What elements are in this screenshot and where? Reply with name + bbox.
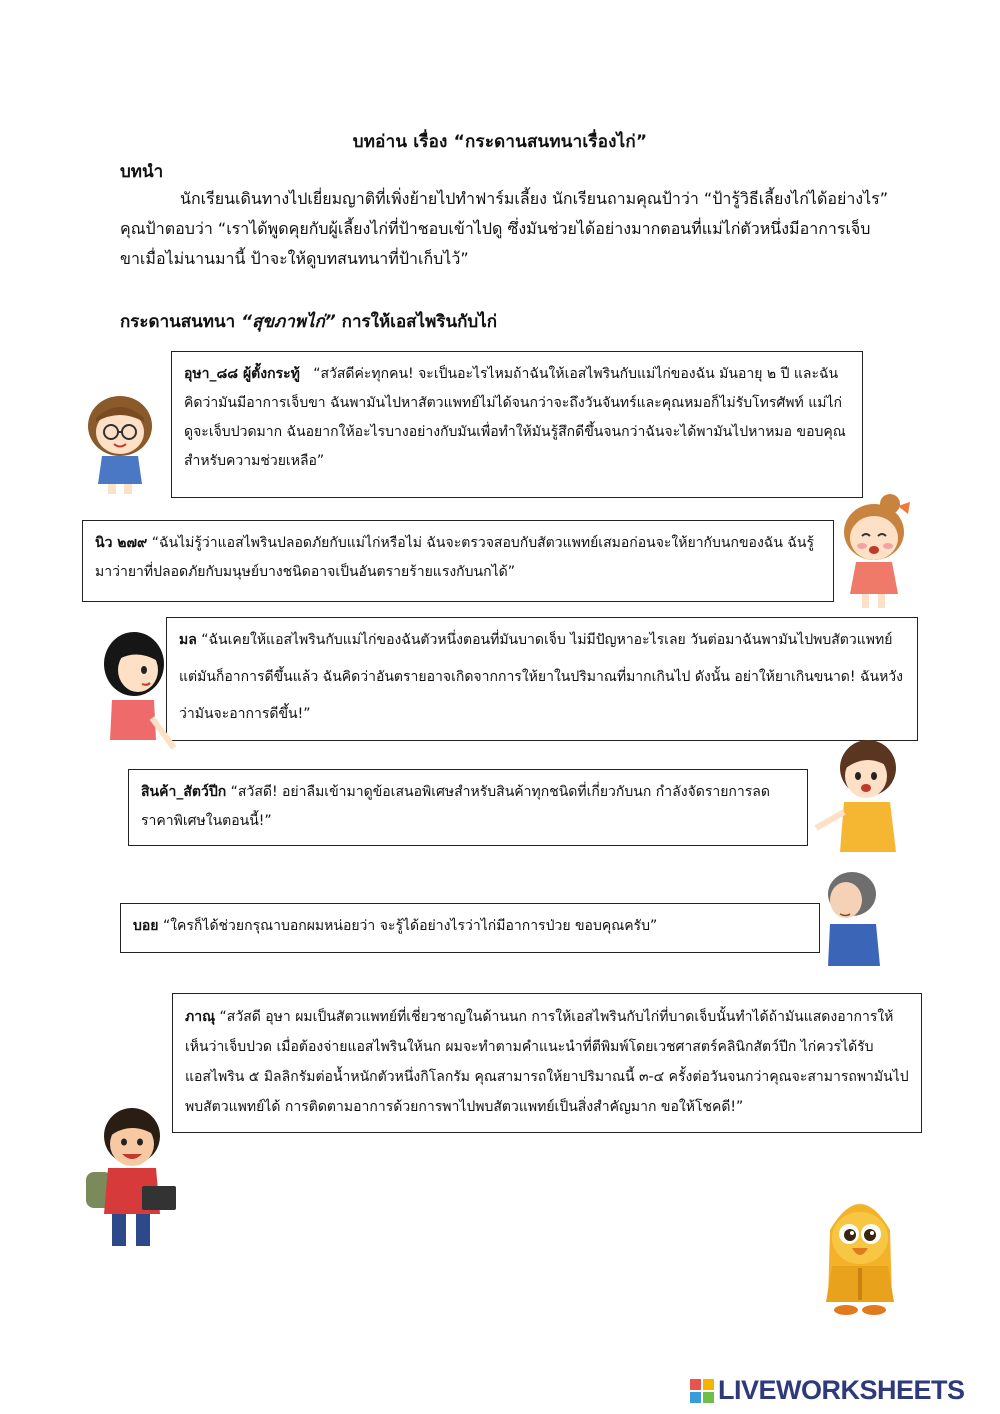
liveworksheets-logo-icon	[690, 1379, 714, 1403]
liveworksheets-logo[interactable]	[690, 1375, 965, 1406]
post-author: ภาณุ	[185, 1009, 216, 1025]
man-gray-hair-avatar	[824, 870, 882, 966]
woman-yellow-avatar	[810, 738, 904, 854]
forum-post-panu	[172, 993, 922, 1133]
post-text: “สวัสดีค่ะทุกคน! จะเป็นอะไรไหมถ้าฉันให้เอสไพรินกับแม่ไก่ของฉัน มันอายุ ๒ ปี และฉันคิดว่ามันมีอาการเจ็บขา ฉันพามันไปหาสัตวแพทย์ไม่ได้จนกว่าจะถึงวันจันทร์และคุณหมอก็ไม่รับโทรศัพท์ แม่ไก่ดูจะเจ็บปวดมาก ฉันอยากให้อะไรบางอย่างกับมันเพื่อทำให้มันรู้สึกดีขึ้นจนกว่าฉันจะได้พามันไปหาหมอ ขอบคุณสำหรับความช่วยเหลือ”	[184, 366, 846, 469]
boy-backpack-avatar	[82, 1102, 182, 1250]
forum-heading-prefix: กระดานสนทนา	[120, 312, 242, 332]
forum-heading-topic: “สุขภาพไก่”	[241, 312, 336, 332]
intro-paragraph: นักเรียนเดินทางไปเยี่ยมญาติที่เพิ่งย้ายไปทำฟาร์มเลี้ยง นักเรียนถามคุณป้าว่า “ป้ารู้วิธีเลี้ยงไก่ได้อย่างไร” คุณป้าตอบว่า “เราได้พูดคุยกับผู้เลี้ยงไก่ที่ป้าชอบเข้าไปดู ซึ่งมันช่วยได้อย่างมากตอนที่แม่ไก่ตัวหนึ่งมีอาการเจ็บขาเมื่อไม่นานมานี้ ป้าจะให้ดูบทสนทนาที่ป้าเก็บไว้”	[120, 189, 889, 268]
forum-heading	[120, 308, 497, 335]
post-author: สินค้า_สัตว์ปีก	[141, 784, 227, 800]
post-text: “สวัสดี อุษา ผมเป็นสัตวแพทย์ที่เชี่ยวชาญในด้านนก การให้เอสไพรินกับไก่ที่บาดเจ็บนั้นทำได้ถ้ามันแสดงอาการให้เห็นว่าเจ็บปวด เมื่อต้องจ่ายแอสไพรินให้นก ผมจะทำตามคำแนะนำที่ตีพิมพ์โดยเวชศาสตร์คลินิกสัตว์ปีก ไก่ควรได้รับแอสไพริน ๕ มิลลิกรัมต่อน้ำหนักตัวหนึ่งกิโลกรัม คุณสามารถให้ยาปริมาณนี้ ๓-๔ ครั้งต่อวันจนกว่าคุณจะสามารถพามันไปพบสัตวแพทย์ได้ การติดตามอาการด้วยการพาไปพบสัตวแพทย์เป็นสิ่งสำคัญมาก ขอให้โชคดี!”	[185, 1009, 909, 1115]
forum-post-poultry-shop	[128, 769, 808, 846]
girl-black-hair-avatar	[98, 630, 178, 756]
post-text: “สวัสดี! อย่าลืมเข้ามาดูข้อเสนอพิเศษสำหรับสินค้าทุกชนิดที่เกี่ยวกับนก กำลังจัดรายการลดราคาพิเศษในตอนนี้!”	[141, 784, 770, 829]
post-author: มล	[179, 632, 197, 648]
post-author: บอย	[133, 918, 159, 934]
forum-post-boy	[120, 903, 820, 953]
forum-post-new	[82, 520, 834, 602]
girl-bun-avatar	[838, 494, 914, 610]
post-author: นิว ๒๗๙	[95, 535, 148, 551]
logo-text: LIVEWORKSHEETS	[718, 1375, 965, 1405]
post-text: “ฉันเคยให้แอสไพรินกับแม่ไก่ของฉันตัวหนึ่งตอนที่มันบาดเจ็บ ไม่มีปัญหาอะไรเลย วันต่อมาฉันพามันไปพบสัตวแพทย์แต่มันก็อาการดีขึ้นแล้ว ฉันคิดว่าอันตรายอาจเกิดจากการให้ยาในปริมาณที่มากเกินไป ดังนั้น อย่าให้ยาเกินขนาด! ฉันหวังว่ามันจะอาการดีขึ้น!”	[179, 632, 903, 722]
forum-post-mon	[166, 617, 918, 741]
page-title: บทอ่าน เรื่อง “กระดานสนทนาเรื่องไก่”	[352, 132, 648, 152]
post-text: “ใครก็ได้ช่วยกรุณาบอกผมหน่อยว่า จะรู้ได้อย่างไรว่าไก่มีอาการป่วย ขอบคุณครับ”	[162, 918, 658, 934]
forum-post-usa	[171, 351, 863, 498]
post-text: “ฉันไม่รู้ว่าแอสไพรินปลอดภัยกับแม่ไก่หรือไม่ ฉันจะตรวจสอบกับสัตวแพทย์เสมอก่อนจะให้ยากับนกของฉัน ฉันรู้มาว่ายาที่ปลอดภัยกับมนุษย์บางชนิดอาจเป็นอันตรายร้ายแรงกับนกได้”	[95, 535, 814, 580]
intro-heading: บทนำ	[120, 162, 164, 182]
forum-heading-suffix: การให้เอสไพรินกับไก่	[335, 312, 497, 332]
girl-glasses-avatar	[82, 392, 160, 496]
chick-mascot-avatar	[812, 1182, 908, 1318]
post-author: อุษา_๘๘ ผู้ตั้งกระทู้	[184, 366, 300, 382]
